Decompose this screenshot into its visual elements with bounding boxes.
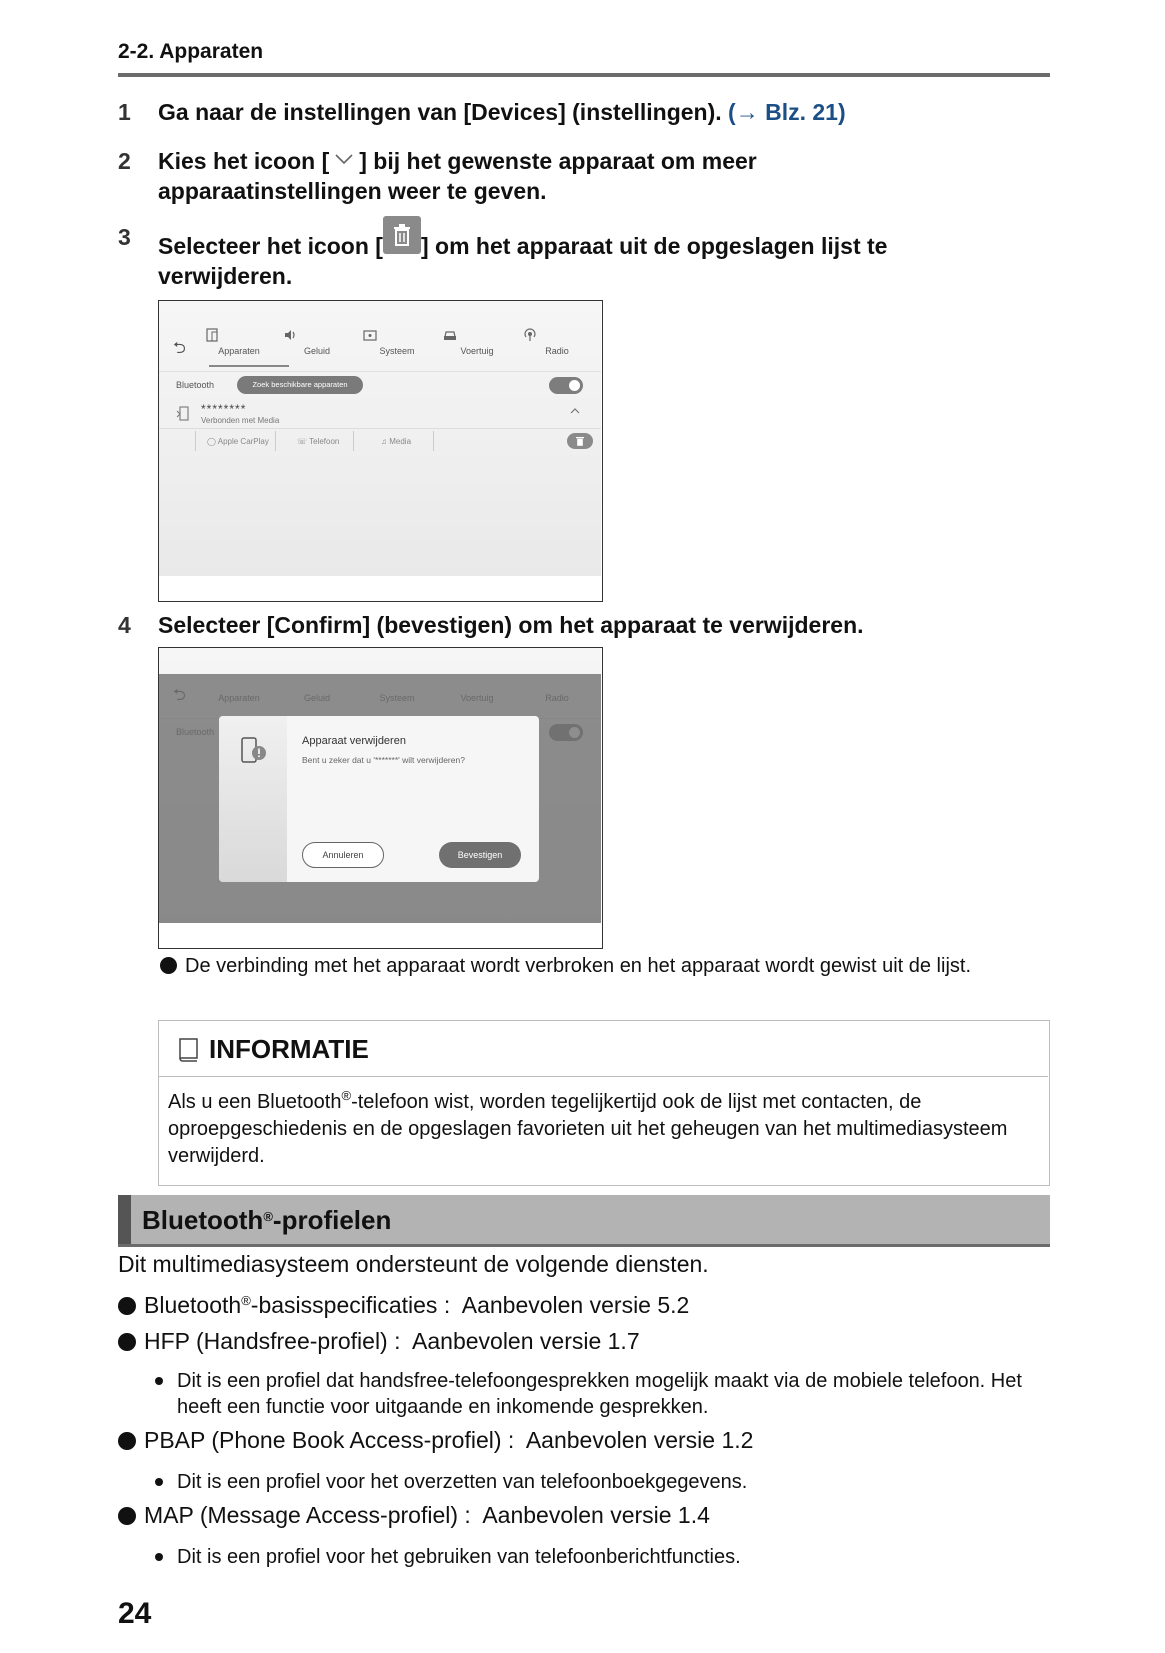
step-text: Ga naar de instellingen van [Devices] (instellingen). (158, 99, 722, 125)
active-tab-indicator (209, 365, 289, 367)
information-text (168, 1089, 1028, 1170)
car-icon (442, 327, 458, 343)
feature-detail-text: Dit is een profiel voor het gebruiken van telefoonberichtfuncties. (177, 1546, 741, 1568)
delete-device-button[interactable] (567, 433, 593, 449)
phone-warning-icon (239, 736, 269, 766)
tab-label: Apparaten (218, 346, 260, 356)
step-2 (118, 146, 1048, 206)
page-number: 24 (118, 1597, 152, 1630)
feature-name: HFP (Handsfree-profiel) : (144, 1328, 401, 1354)
step-number: 4 (118, 612, 131, 638)
feature-detail-text: Dit is een profiel voor het overzetten van telefoonboekgegevens. (177, 1471, 748, 1493)
option-label: Apple CarPlay (217, 437, 269, 446)
device-settings-screenshot (158, 300, 603, 602)
speaker-icon (282, 327, 298, 343)
section-title (142, 1205, 391, 1236)
feature-version: Aanbevolen versie 5.2 (461, 1292, 690, 1318)
feature-name: PBAP (Phone Book Access-profiel) : (144, 1427, 515, 1453)
divider (195, 431, 196, 451)
information-box (158, 1020, 1050, 1186)
registered-mark: ® (241, 1293, 251, 1308)
feature-detail-text: Dit is een profiel dat handsfree-telefoongesprekken mogelijk maakt via de mobiele telefoon. Het heeft een functie voor uitgaande en inkomende gesprekken. (177, 1370, 1022, 1418)
feature-name: -basisspecificaties : (250, 1292, 451, 1318)
step-number: 3 (118, 224, 131, 250)
option-apple-carplay[interactable]: ◯ Apple CarPlay (207, 437, 269, 446)
tab-apparaten[interactable] (204, 327, 274, 356)
option-label: Telefoon (309, 437, 340, 446)
option-media[interactable]: ♫ Media (381, 437, 412, 446)
settings-tab-bar (159, 327, 601, 367)
tab-label: Systeem (379, 346, 415, 356)
page-reference-link[interactable]: (→ Blz. 21) (728, 99, 846, 125)
device-name: ******** (201, 402, 247, 416)
registered-mark: ® (263, 1209, 273, 1224)
confirm-button[interactable]: Bevestigen (439, 842, 521, 868)
bullet-dot (118, 1507, 136, 1525)
tab-label: Voertuig (460, 346, 494, 356)
option-label: Media (389, 437, 412, 446)
feature-item (118, 1326, 640, 1356)
feature-version: Aanbevolen versie 1.7 (412, 1328, 640, 1354)
phone-bluetooth-icon (176, 406, 190, 422)
information-header (159, 1021, 1048, 1077)
book-icon (178, 1038, 200, 1062)
registered-mark: ® (341, 1088, 352, 1103)
info-text-part: -telefoon wist, worden tegelijkertijd ook de lijst met contacten, de oproepgeschiedenis en de opgeslagen favorieten uit het geheugen van het multimediasysteem verwijderd. (168, 1091, 1008, 1167)
section-title-part: -profielen (272, 1205, 392, 1235)
bullet-dot (118, 1333, 136, 1351)
section-header: 2-2. Apparaten (118, 40, 264, 63)
feature-name: Bluetooth (144, 1292, 242, 1318)
device-settings-screen-dimmed (159, 648, 601, 923)
section-heading-bar (118, 1195, 1050, 1247)
trash-icon (576, 436, 584, 446)
section-accent (118, 1195, 131, 1244)
trash-icon (383, 216, 421, 254)
divider (353, 431, 354, 451)
confirm-dialog-screenshot (158, 647, 603, 949)
note-text: De verbinding met het apparaat wordt verbroken en het apparaat wordt gewist uit de lijst. (185, 955, 971, 977)
bluetooth-label: Bluetooth (176, 380, 215, 390)
sub-bullet-dot (155, 1377, 163, 1385)
step-text-part: verwijderen. (158, 263, 293, 289)
device-options-row (159, 429, 601, 453)
step-number: 1 (118, 99, 131, 125)
step-text-part: apparaatinstellingen weer te geven. (158, 178, 547, 204)
feature-item (118, 1500, 710, 1530)
dialog-title: Apparaat verwijderen (302, 735, 406, 747)
tab-voertuig[interactable] (442, 327, 512, 356)
step-number: 2 (118, 148, 131, 174)
bullet-dot (118, 1297, 136, 1315)
bullet-dot (118, 1432, 136, 1450)
device-settings-screen (159, 301, 601, 576)
feature-name: MAP (Message Access-profiel) : (144, 1502, 471, 1528)
section-intro: Dit multimediasysteem ondersteunt de volgende diensten. (118, 1251, 709, 1277)
sub-bullet-dot (155, 1553, 163, 1561)
step-text-part: Kies het icoon [ (158, 148, 330, 174)
feature-item (118, 1290, 689, 1320)
delete-device-dialog (219, 716, 539, 882)
back-arrow-icon[interactable]: ⮌ (173, 340, 186, 357)
section-title-part: Bluetooth (142, 1205, 264, 1235)
feature-item (118, 1425, 753, 1455)
bullet-dot (160, 957, 177, 974)
step-text-part: Selecteer het icoon [ (158, 233, 383, 259)
bluetooth-toggle[interactable] (549, 377, 583, 394)
divider (275, 431, 276, 451)
result-note (160, 953, 1040, 980)
chevron-up-icon[interactable] (569, 407, 581, 415)
step-text-part: ] bij het gewenste apparaat om meer (359, 148, 757, 174)
dialog-message: Bent u zeker dat u '*******' wilt verwijderen? (302, 755, 465, 765)
system-icon (362, 327, 378, 343)
tab-label: Radio (545, 346, 569, 356)
option-telefoon[interactable]: ☏ Telefoon (297, 437, 340, 446)
device-status: Verbonden met Media (201, 416, 280, 425)
step-3 (118, 222, 1048, 289)
tab-systeem[interactable] (362, 327, 432, 356)
header-rule (118, 73, 1050, 77)
feature-version: Aanbevolen versie 1.4 (482, 1502, 710, 1528)
sub-bullet-dot (155, 1478, 163, 1486)
tab-geluid[interactable] (282, 327, 352, 356)
cancel-button[interactable]: Annuleren (302, 842, 384, 868)
information-title: INFORMATIE (209, 1034, 369, 1064)
step-text: Selecteer [Confirm] (bevestigen) om het apparaat te verwijderen. (158, 612, 864, 638)
feature-version: Aanbevolen versie 1.2 (525, 1427, 754, 1453)
device-row[interactable] (159, 399, 601, 429)
divider (433, 431, 434, 451)
chevron-down-icon (329, 142, 359, 172)
tab-radio[interactable] (522, 327, 592, 356)
step-text-part: ] om het apparaat uit de opgeslagen lijst te (420, 233, 888, 259)
bluetooth-row (159, 371, 601, 397)
radio-icon (522, 327, 538, 343)
info-text-part: Als u een Bluetooth (168, 1091, 342, 1113)
devices-icon (204, 327, 220, 343)
tab-label: Geluid (303, 346, 330, 356)
search-devices-button[interactable]: Zoek beschikbare apparaten (237, 376, 363, 394)
